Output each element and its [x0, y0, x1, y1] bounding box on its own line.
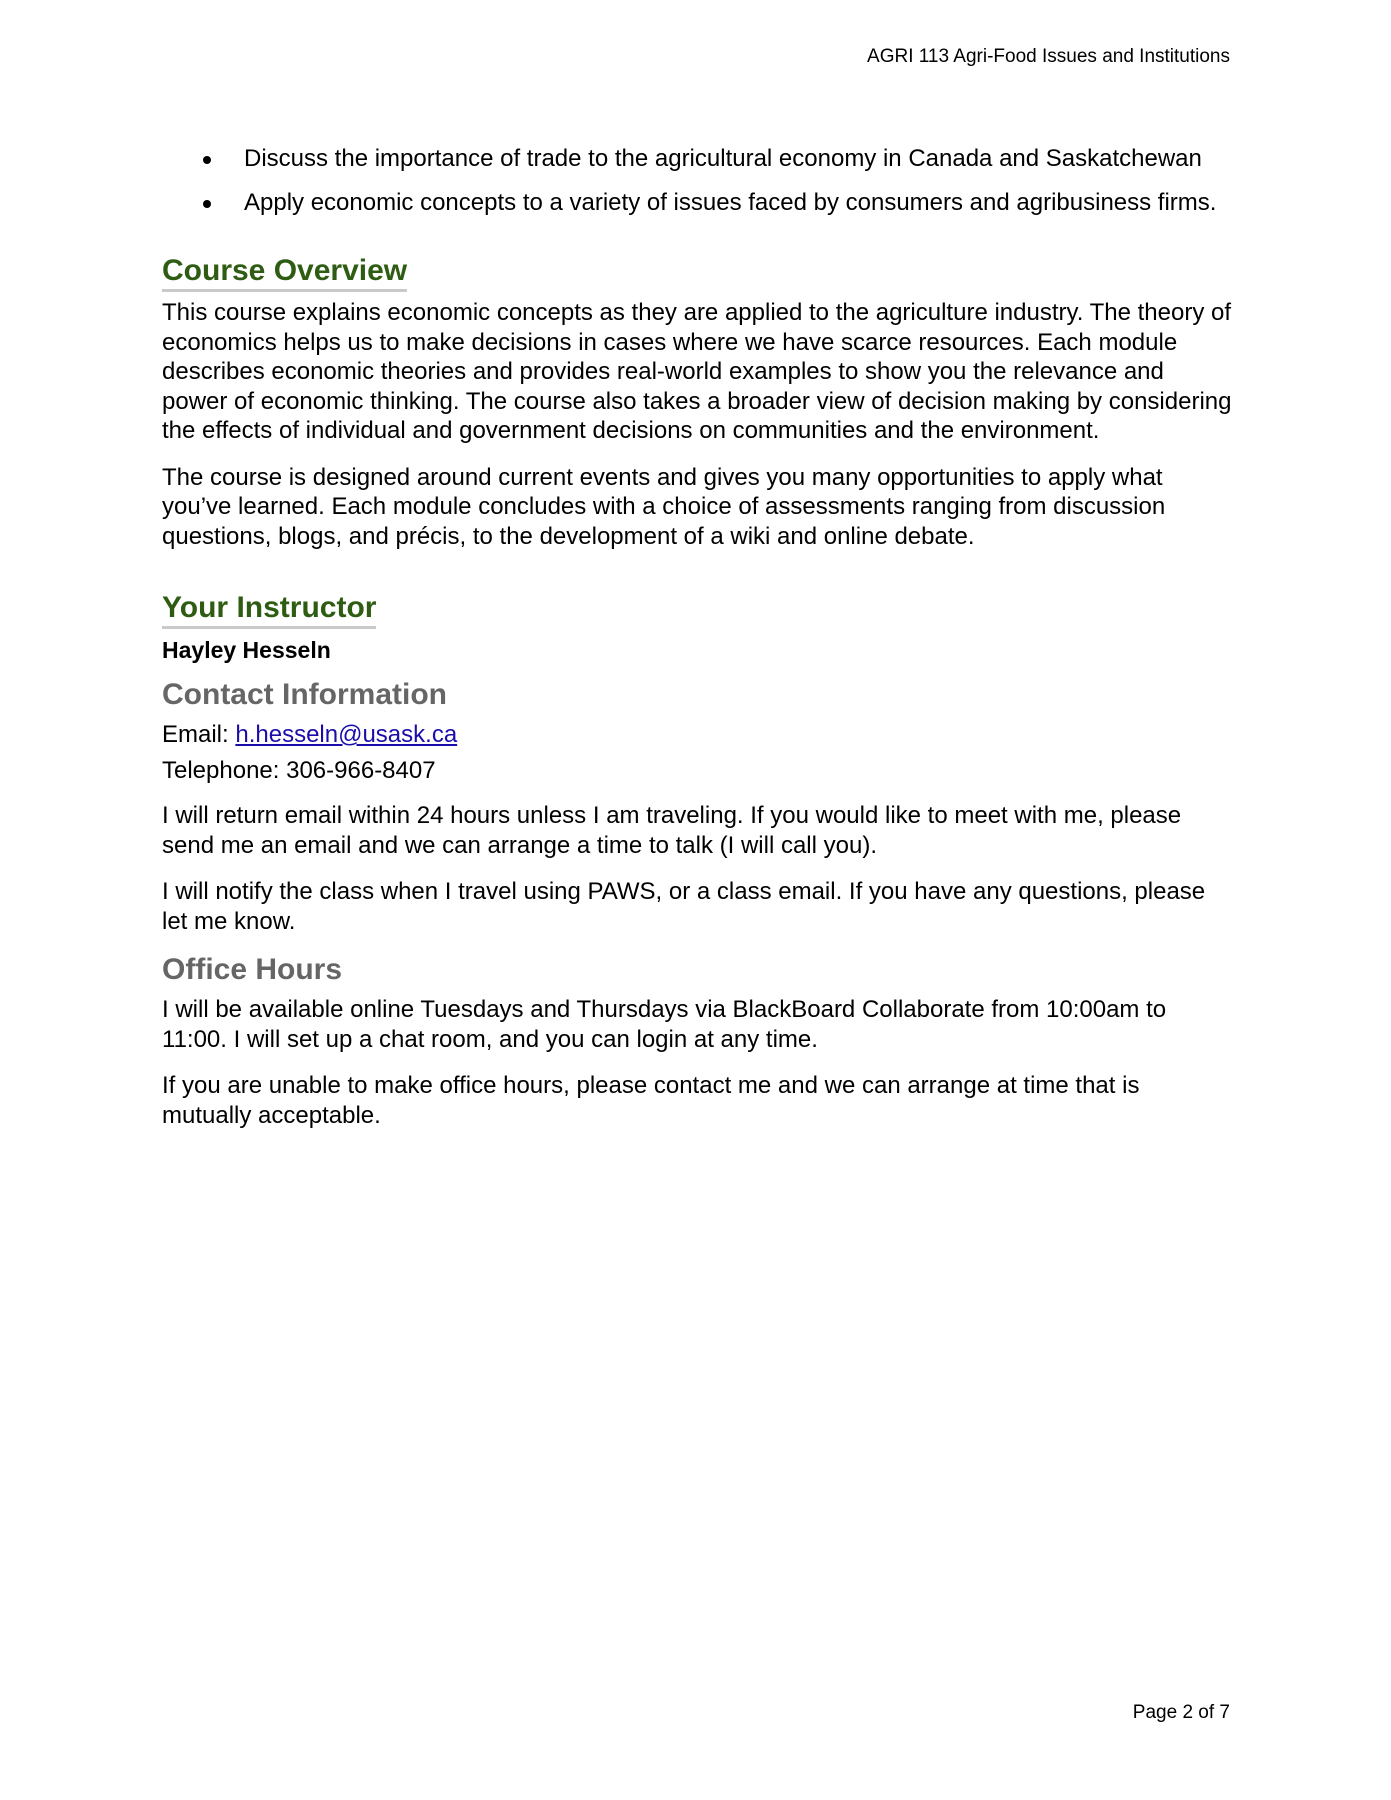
- page-header: AGRI 113 Agri-Food Issues and Institutions: [867, 46, 1230, 67]
- telephone-label: Telephone:: [162, 757, 287, 784]
- bullet-icon: [203, 200, 211, 208]
- instructor-heading-wrap: [162, 591, 1232, 629]
- list-item: [162, 144, 1232, 173]
- objectives-list: [162, 144, 1232, 217]
- instructor-name: Hayley Hesseln: [162, 637, 331, 663]
- email-link[interactable]: h.hesseln@usask.ca: [235, 721, 458, 748]
- office-hours-heading: Office Hours: [162, 953, 343, 986]
- list-item-text: Apply economic concepts to a variety of issues faced by consumers and agribusiness firms.: [244, 189, 1217, 216]
- office-hours-paragraph-1: I will be available online Tuesdays and Thursdays via BlackBoard Collaborate from 10:00am to 11:00. I will set up a chat room, and you can login at any time.: [162, 996, 1167, 1053]
- bullet-icon: [203, 156, 211, 164]
- email-line: [162, 720, 1232, 749]
- telephone-line: [162, 756, 1232, 785]
- page-number: Page 2 of 7: [1132, 1702, 1230, 1723]
- email-label: Email:: [162, 721, 236, 748]
- instructor-heading: Your Instructor: [162, 591, 376, 629]
- contact-paragraph-1: I will return email within 24 hours unless I am traveling. If you would like to meet with me, please send me an email and we can arrange a time to talk (I will call you).: [162, 802, 1182, 859]
- course-overview-paragraph-2: The course is designed around current events and gives you many opportunities to apply what you’ve learned. Each module concludes with a choice of assessments ranging from discussion questions, blogs, and précis, to the development of a wiki and online debate.: [162, 463, 1166, 550]
- list-item-text: Discuss the importance of trade to the agricultural economy in Canada and Saskatchewan: [244, 145, 1202, 172]
- course-overview-heading: Course Overview: [162, 254, 407, 292]
- document-body: [162, 144, 1232, 1147]
- contact-paragraph-2: I will notify the class when I travel using PAWS, or a class email. If you have any questions, please let me know.: [162, 878, 1206, 935]
- telephone-value: 306-966-8407: [286, 757, 436, 784]
- course-overview-heading-wrap: [162, 254, 1232, 292]
- contact-information-heading: Contact Information: [162, 678, 447, 711]
- course-overview-paragraph-1: This course explains economic concepts as they are applied to the agriculture industry. The theory of economics helps us to make decisions in cases where we have scarce resources. Each module describes economic theories and provides real-world examples to show you the relevance and power of economic thinking. The course also takes a broader view of decision making by considering the effects of individual and government decisions on communities and the environment.: [162, 299, 1232, 444]
- list-item: [162, 188, 1232, 217]
- office-hours-paragraph-2: If you are unable to make office hours, please contact me and we can arrange at time that is mutually acceptable.: [162, 1072, 1140, 1129]
